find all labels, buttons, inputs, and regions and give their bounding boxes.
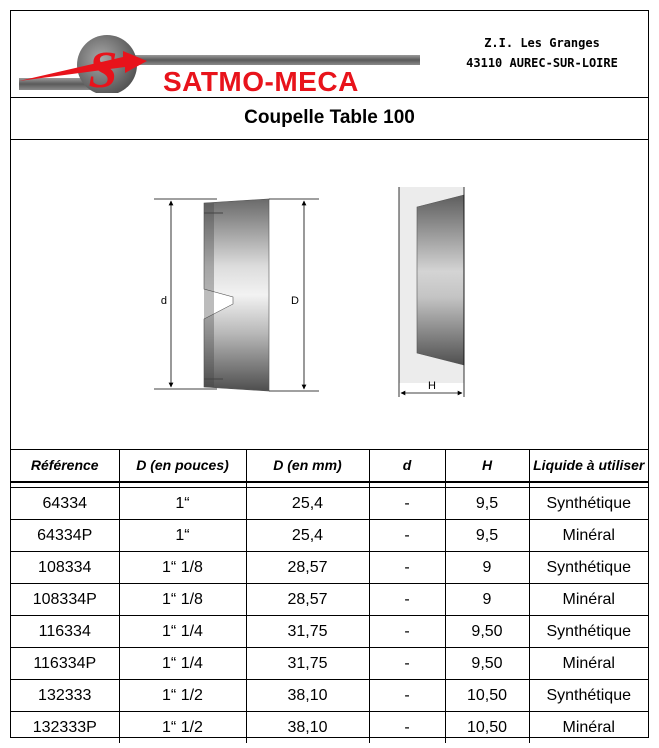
cell-diameter-inches: 1“ 1/8 (119, 584, 246, 616)
cell-h: 9,5 (445, 520, 529, 552)
cell-fluid: Minéral (529, 584, 648, 616)
table-header-row (11, 449, 648, 482)
header-diameter-inches: D (en pouces) (119, 449, 246, 482)
satmo-meca-logo (15, 21, 425, 93)
table-row (11, 680, 648, 712)
cell-reference: 64334 (11, 488, 119, 520)
cell-diameter-inches: 1“ 1/4 (119, 648, 246, 680)
cell-fluid: Synthétique (529, 616, 648, 648)
cup-side-view (399, 187, 464, 397)
cell-diameter-mm: 25,4 (246, 520, 369, 552)
cup-front-view (154, 199, 319, 391)
cell-fluid: Minéral (562, 718, 615, 736)
dim-label-H: H (428, 380, 436, 392)
cell-reference: 108334 (11, 552, 119, 584)
cell-reference: 116334P (11, 648, 119, 680)
cell-diameter-mm: 38,10 (246, 712, 369, 744)
cell-diameter-mm: 31,75 (246, 648, 369, 680)
company-address (436, 33, 648, 73)
cup-drawing-svg (11, 139, 648, 449)
cell-h: 9 (445, 584, 529, 616)
cell-diameter-mm: 28,57 (246, 584, 369, 616)
cell-fluid: Minéral (529, 648, 648, 680)
cell-diameter-inches: 1“ 1/8 (119, 552, 246, 584)
technical-drawing (11, 139, 648, 450)
cell-reference: 132333 (11, 680, 119, 712)
logo-mark-letter: S (88, 42, 118, 93)
cell-diameter-mm: 38,10 (246, 680, 369, 712)
table-row (11, 552, 648, 584)
cell-reference: 108334P (11, 584, 119, 616)
cell-d: - (369, 616, 445, 648)
cell-d: - (369, 520, 445, 552)
cell-h: 10,50 (445, 712, 529, 744)
header-h: H (445, 449, 529, 482)
table-row (11, 712, 648, 744)
header-fluid: Liquide à utiliser (529, 449, 648, 482)
cell-reference: 116334 (11, 616, 119, 648)
cell-d: - (369, 488, 445, 520)
cell-diameter-inches: 1“ (119, 488, 246, 520)
address-line-2: 43110 AUREC-SUR-LOIRE (466, 56, 618, 70)
header (11, 11, 648, 98)
cell-d: - (369, 648, 445, 680)
cell-fluid: Synthétique (529, 488, 648, 520)
product-sheet (10, 10, 649, 738)
header-reference: Référence (11, 449, 119, 482)
cell-fluid: Minéral (529, 520, 648, 552)
cell-diameter-inches: 1“ (119, 520, 246, 552)
cell-diameter-inches: 1“ 1/2 (119, 680, 246, 712)
cell-d: - (369, 552, 445, 584)
cell-h: 9,5 (445, 488, 529, 520)
header-diameter-mm: D (en mm) (246, 449, 369, 482)
dim-label-D: D (291, 295, 299, 307)
page-title: Coupelle Table 100 (11, 97, 648, 140)
cell-diameter-mm: 31,75 (246, 616, 369, 648)
cell-h: 9,50 (445, 648, 529, 680)
dim-label-d: d (160, 295, 167, 307)
cell-d: - (369, 680, 445, 712)
cell-reference: 132333P (11, 712, 119, 744)
cell-diameter-inches: 1“ 1/2 (119, 712, 246, 744)
logo-top-bar (105, 55, 420, 65)
table-row (11, 616, 648, 648)
table-row (11, 584, 648, 616)
address-line-1: Z.I. Les Granges (484, 36, 600, 50)
brand-name: SATMO-MECA (163, 66, 359, 93)
cell-fluid: Synthétique (529, 680, 648, 712)
specification-table (11, 449, 648, 743)
table-row (11, 488, 648, 520)
cell-d: - (369, 584, 445, 616)
cell-h: 9,50 (445, 616, 529, 648)
table-row (11, 648, 648, 680)
cell-d: - (369, 712, 445, 744)
cell-h: 10,50 (445, 680, 529, 712)
cell-diameter-mm: 25,4 (246, 488, 369, 520)
table-row (11, 520, 648, 552)
cell-reference: 64334P (11, 520, 119, 552)
cell-diameter-inches: 1“ 1/4 (119, 616, 246, 648)
cell-h: 9 (445, 552, 529, 584)
logo-bottom-bar (19, 78, 91, 90)
cell-diameter-mm: 28,57 (246, 552, 369, 584)
header-d: d (369, 449, 445, 482)
cell-fluid: Synthétique (529, 552, 648, 584)
